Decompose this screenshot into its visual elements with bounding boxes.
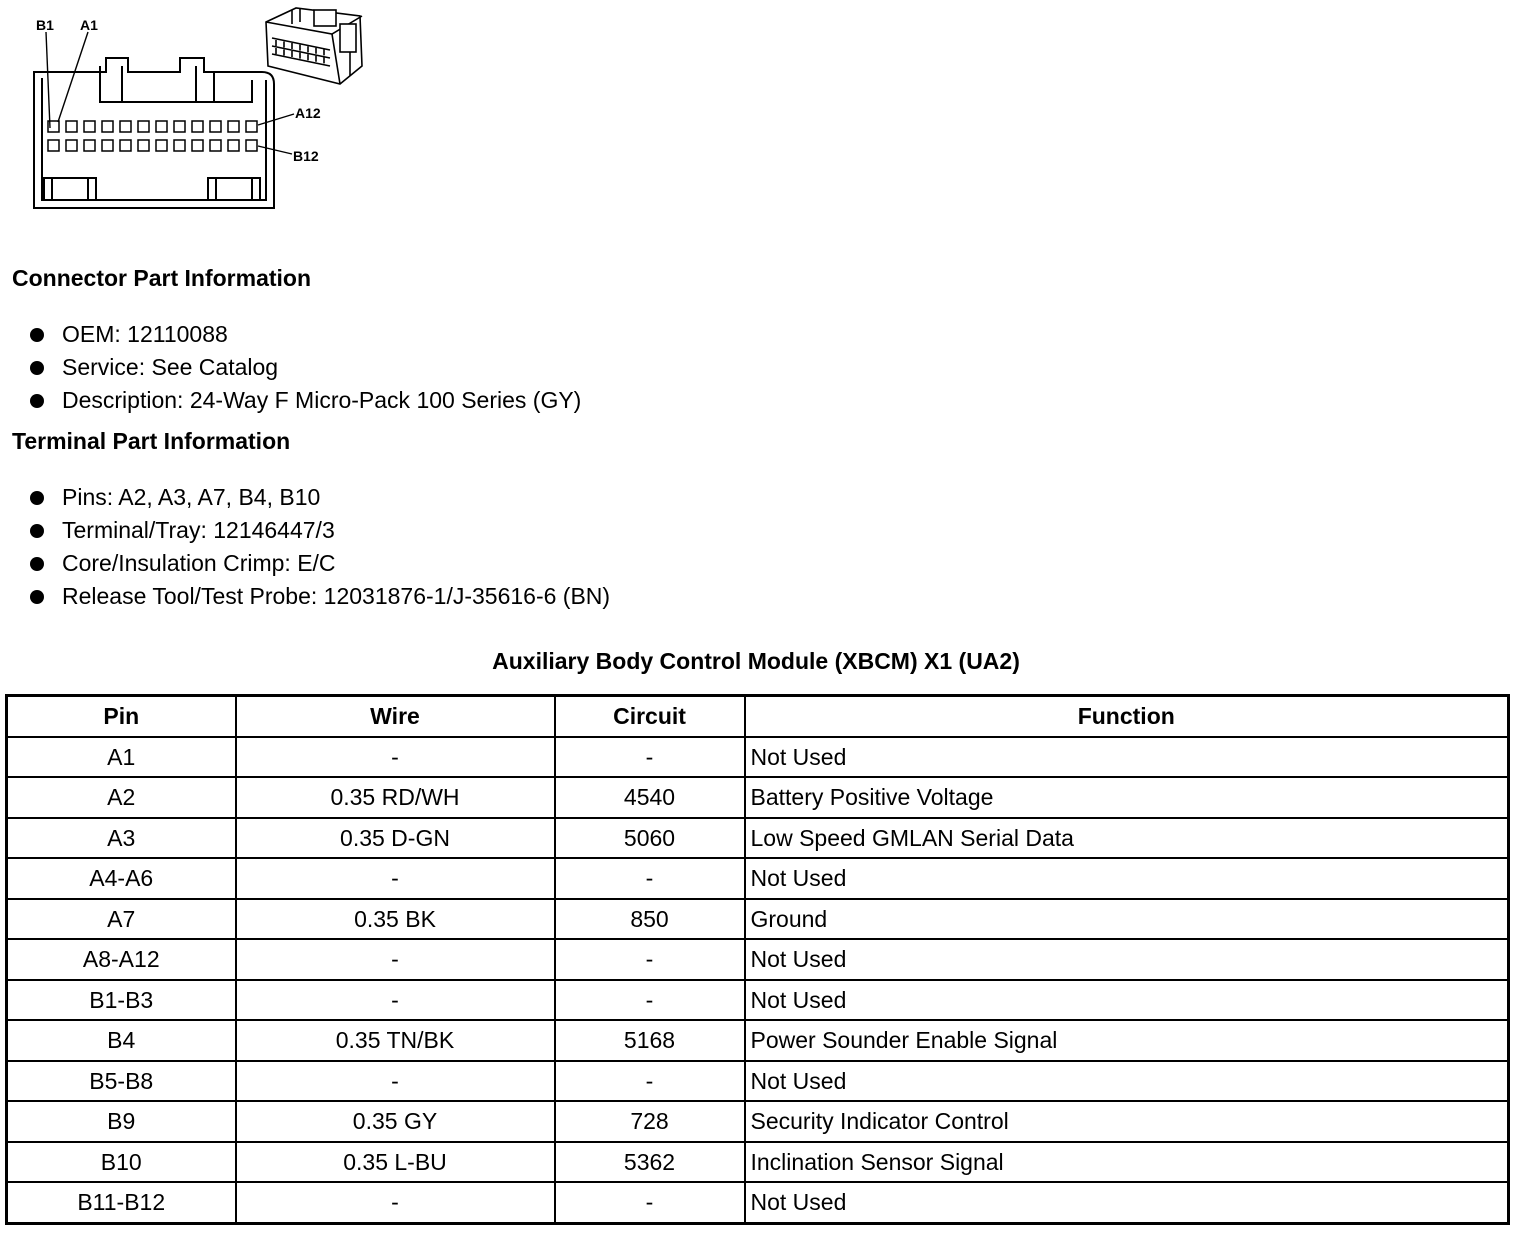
- connector-info-heading: Connector Part Information: [12, 265, 312, 291]
- cell-circuit: 728: [555, 1101, 745, 1142]
- cell-pin: A4-A6: [7, 858, 236, 899]
- label-a12: A12: [295, 105, 321, 121]
- table-row: [7, 899, 1509, 940]
- list-item-text: Core/Insulation Crimp: E/C: [62, 550, 336, 576]
- table-row: [7, 1182, 1509, 1223]
- list-item-text: Pins: A2, A3, A7, B4, B10: [62, 484, 321, 510]
- table-row: [7, 1142, 1509, 1183]
- cell-wire: -: [236, 858, 555, 899]
- table-row: [7, 939, 1509, 980]
- bullet-icon: [30, 557, 44, 571]
- cell-wire: 0.35 D-GN: [236, 818, 555, 859]
- cell-function: Not Used: [745, 858, 1509, 899]
- bullet-icon: [30, 394, 44, 408]
- cell-pin: B5-B8: [7, 1061, 236, 1102]
- list-item: [28, 547, 610, 580]
- table-row: [7, 777, 1509, 818]
- bullet-icon: [30, 524, 44, 538]
- cell-circuit: 5362: [555, 1142, 745, 1183]
- cell-wire: -: [236, 939, 555, 980]
- column-header-function: Function: [745, 696, 1509, 737]
- cell-circuit: -: [555, 1182, 745, 1223]
- cell-function: Ground: [745, 899, 1509, 940]
- bullet-icon: [30, 361, 44, 375]
- cell-wire: 0.35 BK: [236, 899, 555, 940]
- cell-circuit: -: [555, 737, 745, 778]
- table-row: [7, 737, 1509, 778]
- cell-wire: 0.35 TN/BK: [236, 1020, 555, 1061]
- cell-pin: B1-B3: [7, 980, 236, 1021]
- cell-pin: A8-A12: [7, 939, 236, 980]
- terminal-info-heading: Terminal Part Information: [12, 428, 291, 454]
- cell-wire: 0.35 L-BU: [236, 1142, 555, 1183]
- list-item-text: Description: 24-Way F Micro-Pack 100 Series (GY): [62, 387, 582, 413]
- connector-3d-view: [266, 8, 362, 84]
- cell-pin: A3: [7, 818, 236, 859]
- cell-circuit: 4540: [555, 777, 745, 818]
- cell-wire: -: [236, 1061, 555, 1102]
- label-b12: B12: [293, 148, 319, 164]
- cell-wire: -: [236, 980, 555, 1021]
- cell-circuit: -: [555, 939, 745, 980]
- connector-diagram: [0, 0, 380, 220]
- cell-function: Not Used: [745, 939, 1509, 980]
- cell-function: Inclination Sensor Signal: [745, 1142, 1509, 1183]
- cell-circuit: 850: [555, 899, 745, 940]
- cell-pin: A2: [7, 777, 236, 818]
- list-item-text: OEM: 12110088: [62, 321, 228, 347]
- pin-table: [5, 694, 1510, 1225]
- table-header-row: [7, 696, 1509, 737]
- connector-info-list: [28, 318, 581, 417]
- cell-function: Battery Positive Voltage: [745, 777, 1509, 818]
- list-item: [28, 580, 610, 613]
- column-header-wire: Wire: [236, 696, 555, 737]
- cell-circuit: -: [555, 1061, 745, 1102]
- cell-pin: B9: [7, 1101, 236, 1142]
- cell-wire: 0.35 RD/WH: [236, 777, 555, 818]
- cell-function: Not Used: [745, 1182, 1509, 1223]
- bullet-icon: [30, 491, 44, 505]
- cell-wire: 0.35 GY: [236, 1101, 555, 1142]
- leader-lines: [46, 32, 294, 154]
- cell-function: Not Used: [745, 1061, 1509, 1102]
- list-item-text: Service: See Catalog: [62, 354, 279, 380]
- table-row: [7, 1061, 1509, 1102]
- cell-function: Power Sounder Enable Signal: [745, 1020, 1509, 1061]
- table-row: [7, 1020, 1509, 1061]
- cell-circuit: 5168: [555, 1020, 745, 1061]
- pin-table-title: Auxiliary Body Control Module (XBCM) X1 (UA2): [492, 648, 1020, 674]
- cell-pin: B11-B12: [7, 1182, 236, 1223]
- cell-circuit: -: [555, 858, 745, 899]
- list-item: [28, 481, 610, 514]
- list-item: [28, 384, 581, 417]
- label-a1: A1: [80, 17, 98, 33]
- connector-drawing: [0, 0, 380, 220]
- cell-wire: -: [236, 737, 555, 778]
- column-header-pin: Pin: [7, 696, 236, 737]
- cell-function: Security Indicator Control: [745, 1101, 1509, 1142]
- cell-circuit: -: [555, 980, 745, 1021]
- cell-function: Low Speed GMLAN Serial Data: [745, 818, 1509, 859]
- bullet-icon: [30, 590, 44, 604]
- table-row: [7, 818, 1509, 859]
- terminal-info-list: [28, 481, 610, 613]
- cell-pin: B4: [7, 1020, 236, 1061]
- list-item: [28, 514, 610, 547]
- table-row: [7, 858, 1509, 899]
- cell-pin: A7: [7, 899, 236, 940]
- cell-function: Not Used: [745, 980, 1509, 1021]
- table-row: [7, 980, 1509, 1021]
- cell-circuit: 5060: [555, 818, 745, 859]
- label-b1: B1: [36, 17, 54, 33]
- bullet-icon: [30, 328, 44, 342]
- list-item-text: Terminal/Tray: 12146447/3: [62, 517, 335, 543]
- table-row: [7, 1101, 1509, 1142]
- cell-function: Not Used: [745, 737, 1509, 778]
- list-item: [28, 318, 581, 351]
- pin-cavities: [48, 121, 257, 151]
- cell-pin: A1: [7, 737, 236, 778]
- list-item-text: Release Tool/Test Probe: 12031876-1/J-35616-6 (BN): [62, 583, 611, 609]
- cell-wire: -: [236, 1182, 555, 1223]
- list-item: [28, 351, 581, 384]
- column-header-circuit: Circuit: [555, 696, 745, 737]
- connector-face: [34, 58, 274, 208]
- cell-pin: B10: [7, 1142, 236, 1183]
